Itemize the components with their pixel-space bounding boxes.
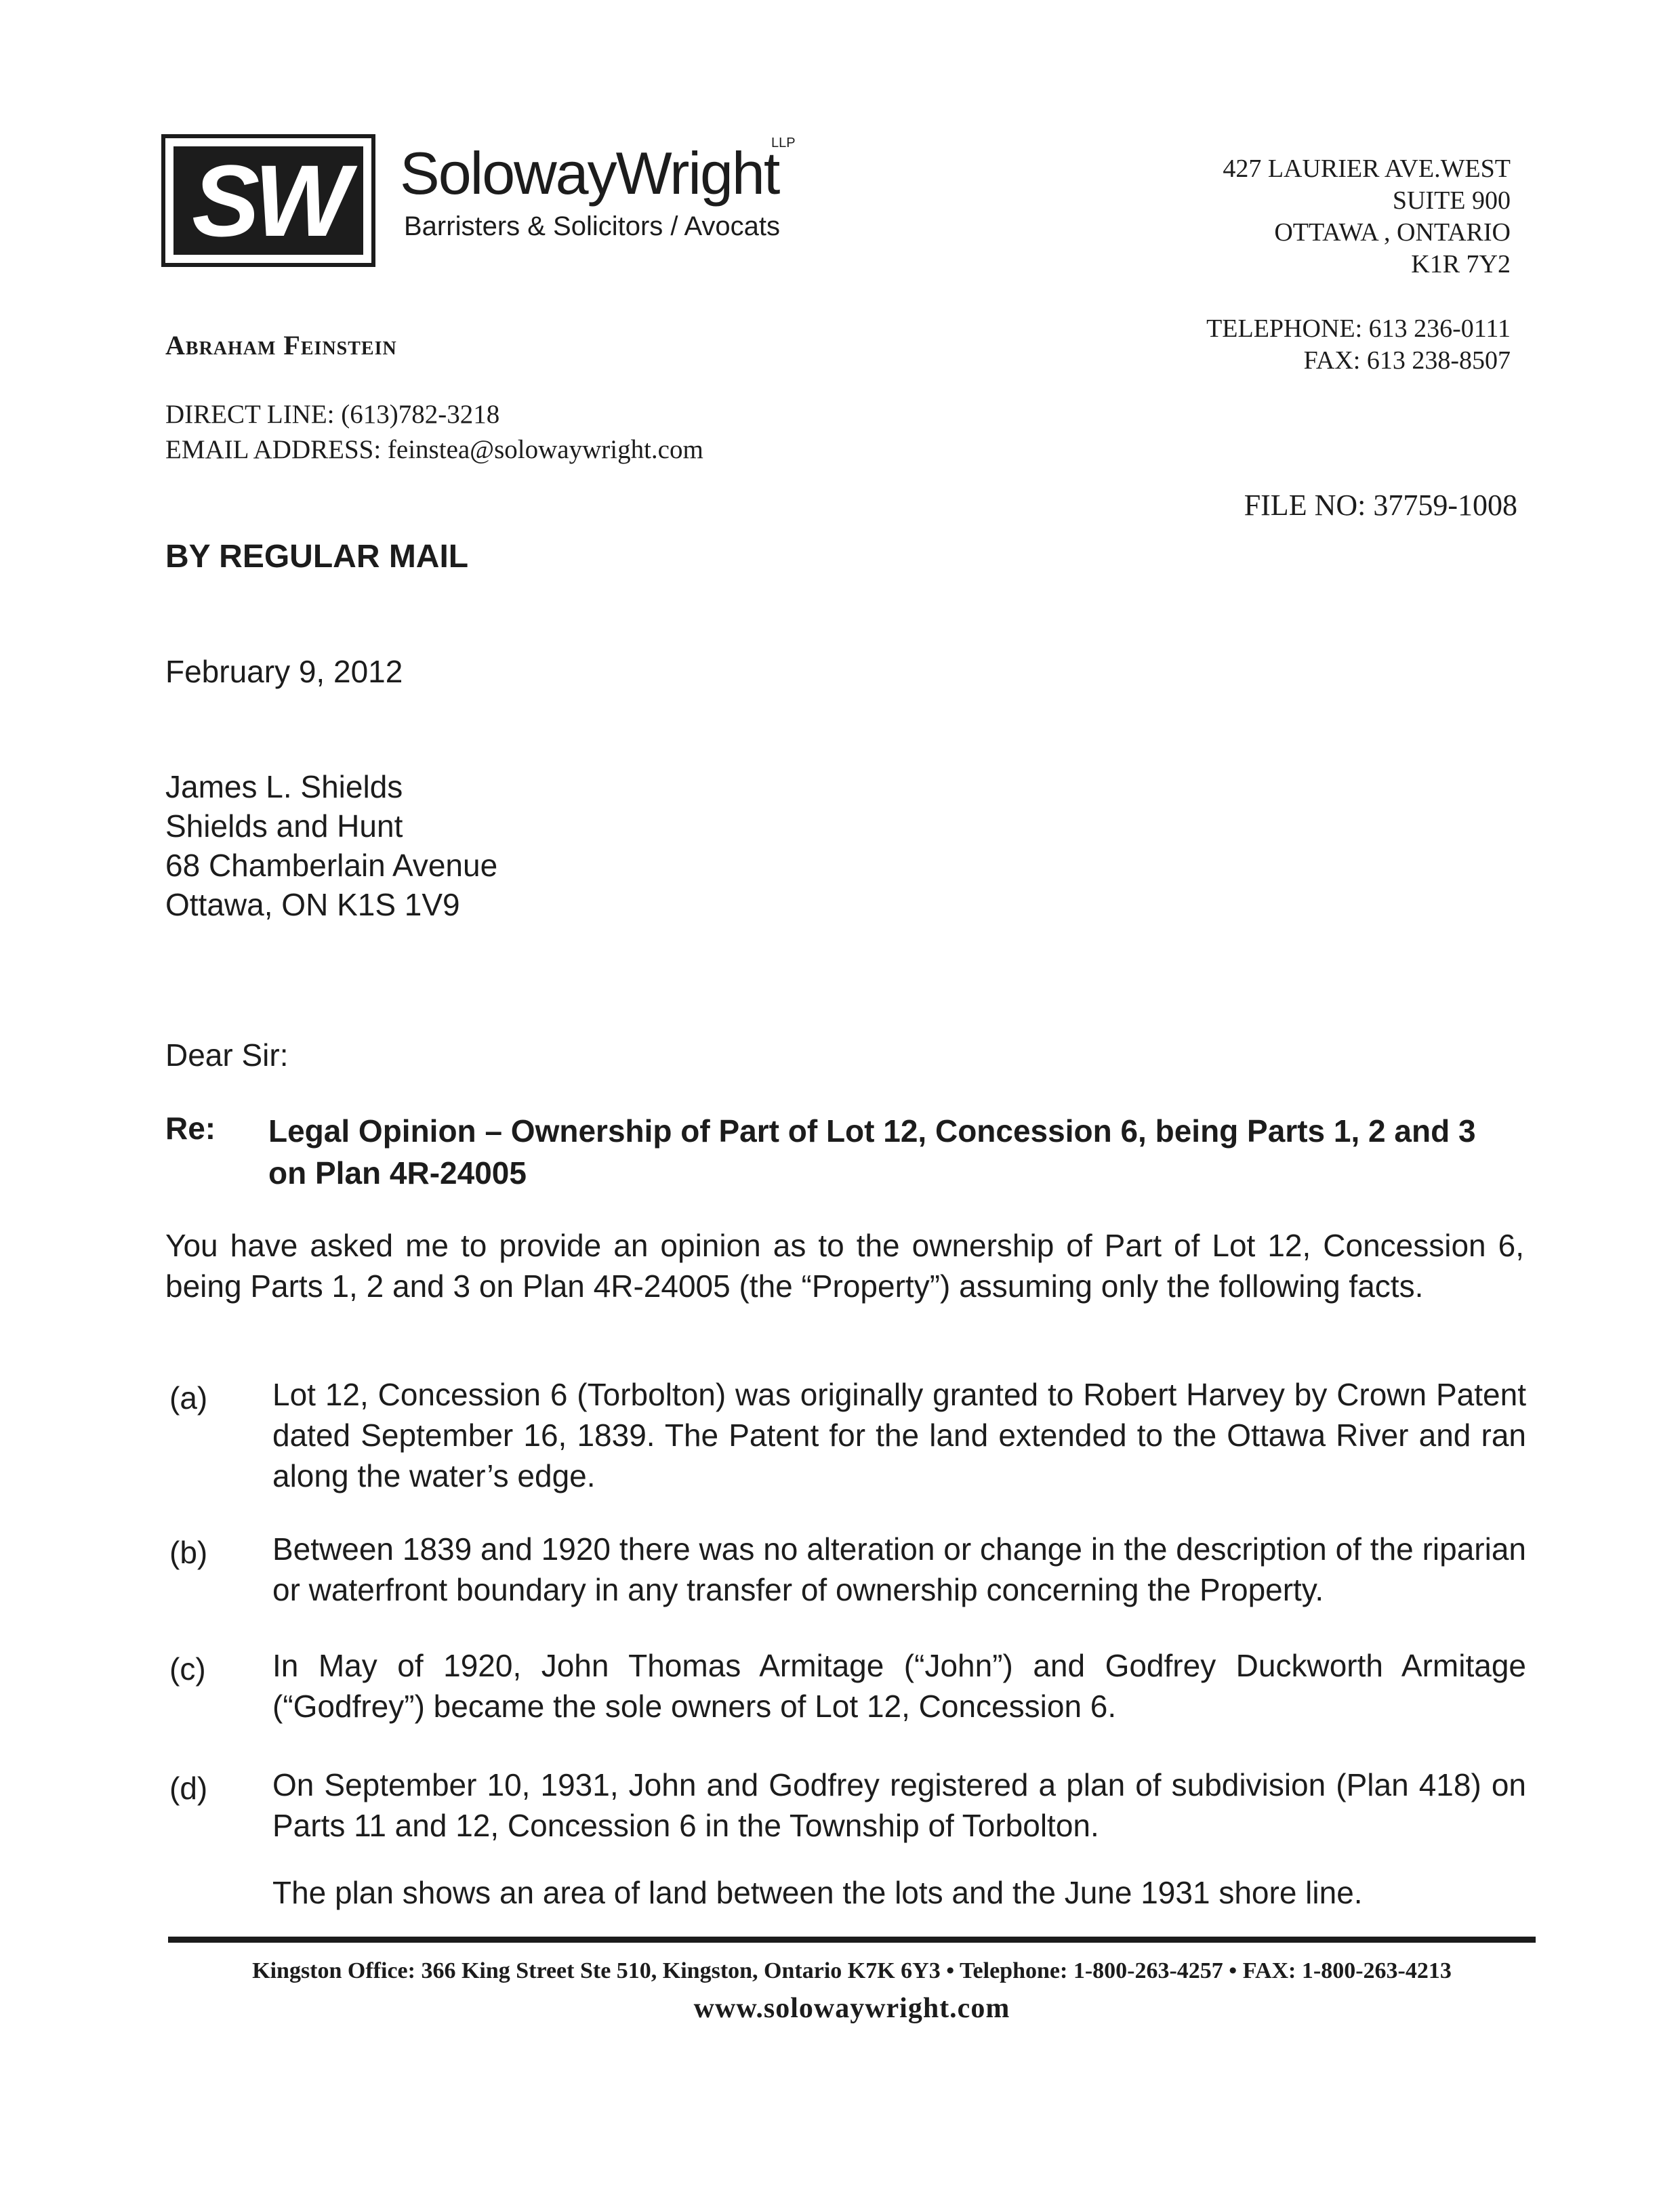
logo-background (173, 146, 363, 255)
delivery-method: BY REGULAR MAIL (165, 539, 469, 575)
fact-text: Between 1839 and 1920 there was no alteration or change in the description of the riparian or waterfront boundary in any transfer of ownership concerning the Property. (272, 1531, 1526, 1607)
recipient-address (165, 767, 497, 924)
footer-website: www.solowaywright.com (693, 1993, 1010, 2024)
sender-email: EMAIL ADDRESS: feinstea@solowaywright.com (165, 435, 703, 464)
footer-divider (168, 1937, 1536, 1943)
address-line: K1R 7Y2 (1411, 250, 1511, 278)
firm-fax: FAX: 613 238-8507 (1303, 346, 1511, 375)
logo-monogram: SW (192, 144, 345, 257)
footer-office: Kingston Office: 366 King Street Ste 510, Kingston, Ontario K7K 6Y3 • Telephone: 1-800-263-4257 • FAX: 1-800-263-4213 (252, 1958, 1452, 1983)
re-subject: Legal Opinion – Ownership of Part of Lot 12, Concession 6, being Parts 1, 2 and 3 on Plan 4R-24005 (268, 1113, 1476, 1191)
firm-telephone: TELEPHONE: 613 236-0111 (1206, 314, 1511, 343)
firm-tagline: Barristers & Solicitors / Avocats (404, 211, 780, 241)
fact-text: On September 10, 1931, John and Godfrey registered a plan of subdivision (Plan 418) on Parts 11 and 12, Concession 6 in the Township of Torbolton. (272, 1767, 1526, 1843)
letter-date: February 9, 2012 (165, 654, 403, 689)
recipient-line: James L. Shields (165, 769, 403, 804)
fact-text: In May of 1920, John Thomas Armitage (“John”) and Godfrey Duckworth Armitage (“Godfrey”) became the sole owners of Lot 12, Concession 6. (272, 1648, 1526, 1724)
plan-note: The plan shows an area of land between the lots and the June 1931 shore line. (272, 1875, 1363, 1910)
firm-suffix: LLP (771, 136, 796, 150)
firm-address (1223, 153, 1511, 281)
fact-text: Lot 12, Concession 6 (Torbolton) was originally granted to Robert Harvey by Crown Patent dated September 16, 1839. The Patent for the land extended to the Ottawa River and ran along the water’s edge. (272, 1377, 1526, 1493)
address-line: OTTAWA , ONTARIO (1274, 218, 1511, 247)
firm-name: SolowayWright (400, 140, 779, 207)
recipient-line: Shields and Hunt (165, 808, 403, 844)
sender-direct-line: DIRECT LINE: (613)782-3218 (165, 400, 500, 429)
sender-contact (165, 397, 703, 468)
salutation: Dear Sir: (165, 1037, 289, 1073)
address-line: SUITE 900 (1392, 186, 1511, 215)
recipient-line: Ottawa, ON K1S 1V9 (165, 887, 460, 922)
re-label: Re: (165, 1111, 216, 1146)
sender-name: Abraham Feinstein (165, 330, 397, 360)
fact-label: (a) (169, 1380, 208, 1416)
fact-label: (b) (169, 1535, 208, 1570)
address-line: 427 LAURIER AVE.WEST (1223, 154, 1511, 183)
firm-logo (161, 134, 375, 267)
firm-phone-block (1206, 313, 1511, 377)
recipient-line: 68 Chamberlain Avenue (165, 848, 498, 883)
fact-label: (d) (169, 1771, 208, 1806)
intro-paragraph: You have asked me to provide an opinion as to the ownership of Part of Lot 12, Concession 6, being Parts 1, 2 and 3 on Plan 4R-24005 (the “Property”) assuming only the following facts. (165, 1228, 1524, 1304)
file-number: FILE NO: 37759-1008 (1244, 489, 1517, 522)
fact-label: (c) (169, 1651, 206, 1687)
